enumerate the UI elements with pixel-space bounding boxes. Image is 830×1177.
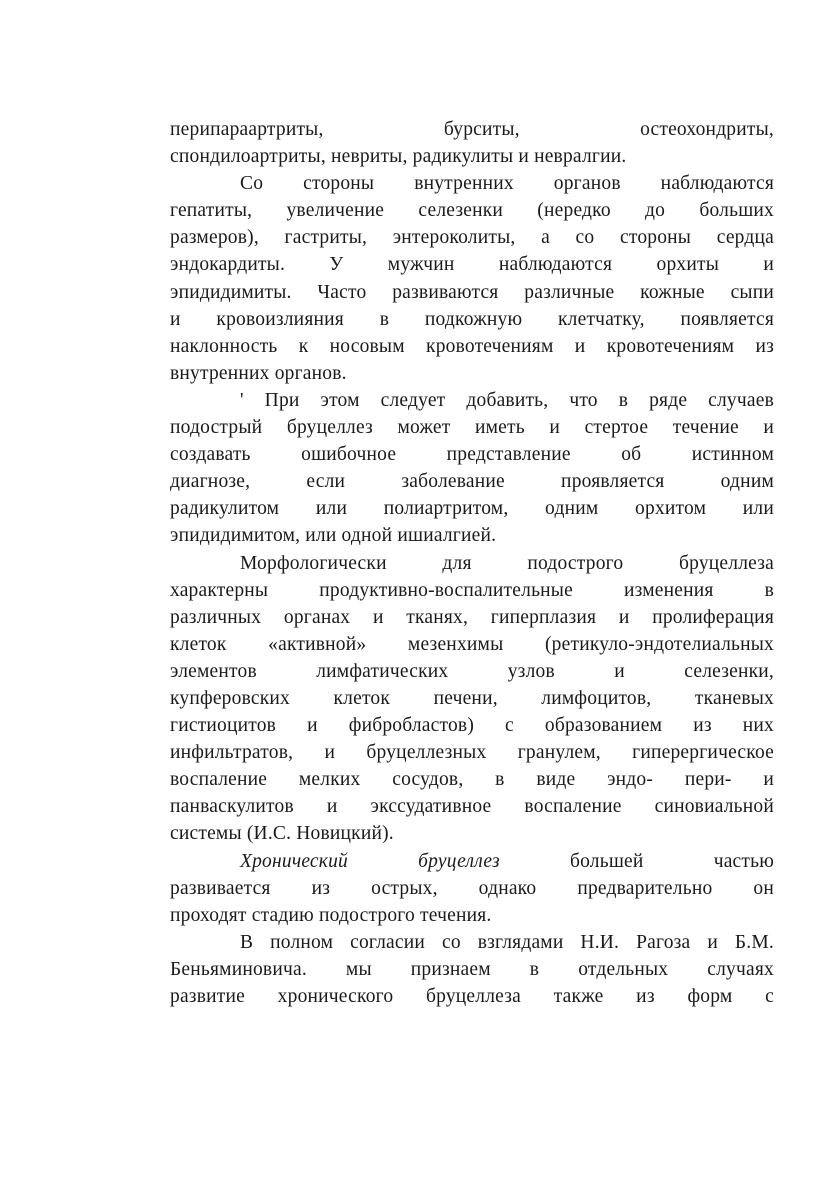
text-line: Морфологически для подострого бруцеллеза [240, 552, 774, 574]
text-line: эндокардиты. У мужчин наблюдаются орхиты и [170, 254, 774, 276]
text-line: Беньяминовича. мы признаем в отдельных случаях [170, 958, 774, 980]
text-line: системы (И.С. Новицкий). [170, 823, 394, 845]
text-line: инфильтратов, и бруцеллезных гранулем, гиперергическое [170, 742, 774, 764]
text-line: перипараартриты, бурситы, остеохондриты, [170, 119, 774, 140]
text-line: Со стороны внутренних органов наблюдаются [240, 173, 774, 195]
paragraph [170, 116, 774, 170]
text-line: различных органах и тканях, гиперплазия и пролиферация [170, 606, 774, 628]
text-line [170, 848, 774, 875]
text-line: наклонность к носовым кровотечениям и кровотечениям из [170, 335, 774, 357]
paragraph [170, 550, 774, 848]
text-line: подострый бруцеллез может иметь и стертое течение и [170, 417, 774, 439]
text-line: гепатиты, увеличение селезенки (нередко до больших [170, 200, 774, 222]
text-line: радикулитом или полиартритом, одним орхитом или [170, 498, 774, 520]
text-line: диагнозе, если заболевание проявляется одним [170, 471, 774, 493]
text-line: внутренних органов. [170, 362, 347, 384]
text-line: спондилоартриты, невриты, радикулиты и невралгии. [170, 146, 627, 168]
paragraph [170, 929, 774, 1010]
text-line: развивается из острых, однако предварительно он [170, 877, 774, 899]
text-line: проходят стадию подострого течения. [170, 904, 492, 926]
text-line: эпидидимиты. Часто развиваются различные кожные сыпи [170, 281, 774, 303]
text-line: элементов лимфатических узлов и селезенки, [170, 660, 774, 682]
paragraph [170, 170, 774, 387]
text-line: купферовских клеток печени, лимфоцитов, тканевых [170, 687, 774, 709]
text-line: гистиоцитов и фибробластов) с образованием из них [170, 715, 774, 737]
text-line: клеток «активной» мезенхимы (ретикуло-эндотелиальных [170, 633, 774, 655]
text-line: и кровоизлияния в подкожную клетчатку, появляется [170, 308, 774, 330]
paragraph [170, 387, 774, 550]
text-line: панваскулитов и экссудативное воспаление синовиальной [170, 796, 774, 818]
paragraph [170, 848, 774, 929]
document-page [170, 116, 774, 1010]
text-line: размеров), гастриты, энтероколиты, а со стороны сердца [170, 227, 774, 249]
text-line: создавать ошибочное представление об истинном [170, 444, 774, 466]
text-line: развитие хронического бруцеллеза также из форм с [170, 986, 774, 1007]
text-line: характерны продуктивно-воспалительные изменения в [170, 579, 774, 601]
text-line: В полном согласии со взглядами Н.И. Рагоза и Б.М. [240, 931, 774, 953]
text-fragment: большей частью [499, 850, 774, 872]
text-line: ' При этом следует добавить, что в ряде случаев [240, 389, 774, 411]
italic-term: Хронический бруцеллез [240, 850, 500, 872]
text-line: воспаление мелких сосудов, в виде эндо- пери- и [170, 769, 774, 791]
text-line: эпидидимитом, или одной ишиалгией. [170, 525, 497, 547]
